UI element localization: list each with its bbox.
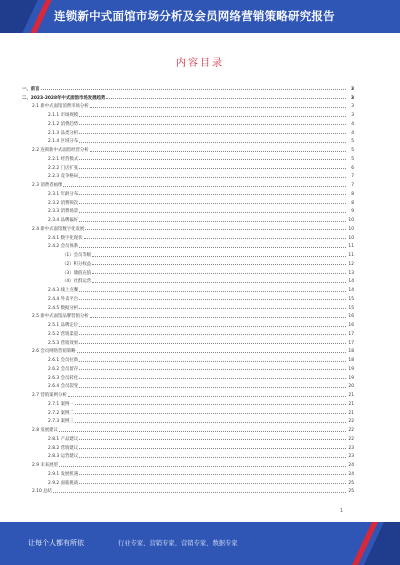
toc-leader-dots [79,247,346,248]
footer-tagline: 行业专家、营销专家、营销专家、数据专家 [118,540,238,547]
toc-entry[interactable] [22,319,354,328]
toc-entry-page: 13 [348,270,354,276]
toc-entry-label: 2.6.1 会员拉新 [48,358,79,363]
toc-entry[interactable] [22,276,354,285]
footer-slogan: 让每个人都有所依 [28,539,84,547]
toc-entry-page: 17 [348,340,354,346]
toc-entry[interactable] [22,337,354,346]
toc-entry-label: 2.10 总结 [32,489,52,495]
toc-entry-page: 22 [348,436,354,442]
toc-entry-page: 25 [348,489,354,495]
toc-leader-dots [79,439,346,440]
toc-leader-dots [75,422,346,423]
toc-entry-label: （4）社群运营 [62,279,92,285]
toc-entry-label: 2.4.2 会员体系 [48,244,79,250]
toc-leader-dots [59,466,346,467]
toc-leader-dots [63,186,346,187]
toc-leader-dots [79,483,346,484]
toc-entry-page: 14 [348,288,354,293]
toc-entry[interactable] [22,416,354,425]
toc-entry-page: 18 [348,358,354,363]
toc-entry-page: 3 [351,113,354,118]
toc-leader-dots [92,264,346,265]
toc-entry-label: 2.8.3 运营建议 [48,454,79,460]
toc-entry-page: 5 [351,139,354,145]
toc-entry[interactable] [22,206,354,215]
toc-entry-page: 16 [348,314,354,320]
toc-leader-dots [79,194,346,195]
toc-entry[interactable] [22,363,354,372]
toc-entry-label: 2.5.1 品牌定位 [48,323,79,328]
toc-entry[interactable] [22,381,354,390]
toc-entry-page: 15 [348,305,354,311]
toc-leader-dots [75,413,346,414]
toc-entry-page: 8 [351,191,354,197]
toc-entry-page: 5 [351,148,354,153]
toc-leader-dots [53,492,346,493]
toc-entry[interactable] [22,188,354,197]
toc-leader-dots [79,159,346,160]
toc-entry[interactable] [22,354,354,363]
toc-leader-dots [79,334,346,335]
toc-entry[interactable] [22,118,354,127]
toc-entry-label: 2.3.4 品牌偏好 [48,218,79,223]
toc-entry-page: 9 [351,209,354,215]
toc-leader-dots [79,361,346,362]
toc-entry[interactable] [22,433,354,442]
toc-entry[interactable] [22,83,354,92]
toc-entry-page: 10 [348,218,354,223]
toc-leader-dots [106,98,346,99]
toc-entry-page: 10 [348,235,354,241]
toc-entry-page: 3 [351,104,354,110]
toc-entry-page: 19 [348,366,354,372]
toc-leader-dots [92,282,346,283]
toc-leader-dots [77,352,346,353]
toc-leader-dots [79,142,346,143]
toc-heading: 内容目录 [176,58,224,69]
toc-entry-page: 21 [348,410,354,416]
toc-entry-page: 18 [348,349,354,355]
toc-entry-page: 8 [351,200,354,206]
toc-entry-page: 4 [351,130,354,136]
toc-entry-label: 2.4.1 数字化现状 [48,235,83,241]
toc-entry[interactable] [22,241,354,250]
report-title: 连锁新中式面馆市场分析及会员网络营销策略研究报告 [54,9,335,23]
toc-entry[interactable] [22,328,354,337]
toc-entry-label: 2.2 连锁新中式面馆经营分析 [32,148,89,153]
toc-entry-label: 2.5 新中式面馆品牌营销分析 [32,314,89,320]
toc-entry[interactable] [22,127,354,136]
toc-entry-label: 2.2.2 门店扩张 [48,165,79,171]
toc-entry-label: 2.4.5 数据分析 [48,305,79,311]
toc-entry-label: 2.6 会员网络营销策略 [32,349,76,355]
toc-entry[interactable] [22,232,354,241]
toc-leader-dots [79,326,346,327]
toc-entry-page: 11 [348,253,354,258]
toc-entry-page: 20 [348,384,354,390]
toc-entry-label: 2.1 新中式面馆消费市场分析 [32,104,89,110]
toc-leader-dots [79,308,346,309]
toc-leader-dots [79,221,346,222]
toc-leader-dots [79,212,346,213]
toc-entry-page: 6 [351,165,354,171]
toc-entry-label: （1）会员等级 [62,253,92,258]
toc-entry[interactable] [22,153,354,162]
toc-entry[interactable] [22,311,354,320]
toc-entry[interactable] [22,302,354,311]
toc-entry-label: 2.3.3 消费场景 [48,209,79,215]
toc-entry-label: 2.3.2 消费频次 [48,200,79,206]
toc-entry[interactable] [22,293,354,302]
toc-leader-dots [92,256,346,257]
toc-leader-dots [90,151,346,152]
toc-leader-dots [79,116,346,117]
toc-entry-label: 2.1.1 市场规模 [48,113,79,118]
toc-entry-label: 2.4.4 外卖平台 [48,296,79,302]
toc-entry[interactable] [22,136,354,145]
toc-entry[interactable] [22,101,354,110]
toc-entry-label: 2.3 消费者画像 [32,183,63,188]
toc-entry-page: 17 [348,331,354,337]
toc-leader-dots [79,177,346,178]
toc-entry-label: 2.7.1 案例一 [48,401,74,407]
toc-entry-label: 2.1.4 区域分布 [48,139,79,145]
toc-entry-page: 15 [348,296,354,302]
toc-entry-label: 2.8 发展建议 [32,428,58,433]
toc-entry[interactable] [22,451,354,460]
toc-entry-label: 2.6.3 会员转化 [48,375,79,381]
toc-entry-label: 2.2.1 经营模式 [48,156,79,162]
toc-leader-dots [79,387,346,388]
toc-leader-dots [79,291,346,292]
toc-entry-label: 2.5.2 营销渠道 [48,331,79,337]
toc-leader-dots [85,229,346,230]
toc-leader-dots [41,89,346,90]
toc-entry-label: 2.9.1 发展机遇 [48,471,79,477]
toc-entry[interactable] [22,459,354,468]
toc-entry-label: 2.7.3 案例三 [48,419,74,425]
toc-entry-page: 22 [348,419,354,425]
toc-entry-page: 4 [351,121,354,127]
toc-entry-label: 2.5.3 营销效果 [48,340,79,346]
toc-entry-page: 19 [348,375,354,381]
toc-leader-dots [59,431,346,432]
toc-entry[interactable] [22,486,354,495]
toc-entry-page: 14 [348,279,354,285]
toc-leader-dots [84,238,346,239]
toc-entry[interactable] [22,109,354,118]
toc-entry-label: （3）储值充值 [62,270,92,276]
toc-leader-dots [79,457,346,458]
toc-entry[interactable] [22,284,354,293]
header-banner [0,0,400,33]
page-number: 1 [340,508,344,514]
toc-entry[interactable] [22,179,354,188]
toc-entry-label: 2.6.2 会员留存 [48,366,79,372]
toc-entry-label: 2.9.2 面临挑战 [48,480,79,486]
toc-leader-dots [90,317,346,318]
toc-entry-label: 2.4 新中式面馆数字化发展 [32,226,85,232]
toc-entry-label: 2.2.3 竞争格局 [48,174,79,180]
toc-leader-dots [79,369,346,370]
toc-entry[interactable] [22,92,354,101]
toc-entry-label: 2.4.3 线上点餐 [48,288,79,293]
toc-entry[interactable] [22,258,354,267]
toc-entry[interactable] [22,144,354,153]
toc-leader-dots [79,378,346,379]
toc-entry[interactable] [22,398,354,407]
toc-entry-label: 2.3.1 年龄分布 [48,191,79,197]
toc-leader-dots [79,299,346,300]
toc-entry[interactable] [22,477,354,486]
toc-entry-label: （2）积分权益 [62,261,92,267]
toc-entry-page: 5 [351,156,354,162]
toc-entry-page: 24 [348,463,354,468]
toc-leader-dots [79,124,346,125]
toc-entry-page: 23 [348,454,354,460]
toc-entry[interactable] [22,162,354,171]
toc-entry[interactable] [22,389,354,398]
toc-entry[interactable] [22,468,354,477]
toc-leader-dots [79,168,346,169]
toc-entry-page: 21 [348,401,354,407]
toc-leader-dots [79,133,346,134]
toc-entry[interactable] [22,346,354,355]
toc-entry-page: 11 [348,244,354,250]
toc-entry[interactable] [22,223,354,232]
toc-leader-dots [79,343,346,344]
toc-entry-label: 2.8.2 营销建议 [48,445,79,451]
toc-leader-dots [68,396,346,397]
toc-entry-page: 16 [348,323,354,328]
toc-entry-label: 一、前言 [22,86,40,92]
toc-entry[interactable] [22,407,354,416]
toc-entry[interactable] [22,442,354,451]
toc-entry-label: 2.7.2 案例二 [48,410,74,416]
toc-entry-page: 3 [350,86,354,92]
toc-entry-page: 7 [351,174,354,180]
toc-leader-dots [79,474,346,475]
toc-leader-dots [79,448,346,449]
toc-entry-page: 23 [348,445,354,451]
toc-entry[interactable] [22,424,354,433]
toc-entry-page: 12 [348,261,354,267]
toc-entry-page: 24 [348,471,354,477]
toc-entry-label: 2.9 未来展望 [32,463,58,468]
toc-entry[interactable] [22,372,354,381]
toc-entry-label: 2.1.3 品类分析 [48,130,79,136]
toc-entry-page: 22 [348,428,354,433]
toc-leader-dots [75,404,346,405]
toc-entry-page: 7 [351,183,354,188]
toc-entry-page: 10 [348,226,354,232]
toc-leader-dots [92,273,346,274]
toc-entry[interactable] [22,214,354,223]
toc-entry[interactable] [22,197,354,206]
toc-entry[interactable] [22,171,354,180]
toc-entry-label: 2.1.2 消费趋势 [48,121,79,127]
toc-entry-label: 2.7 营销案例分析 [32,393,67,398]
toc-leader-dots [90,107,346,108]
toc-leader-dots [79,203,346,204]
toc-entry-label: 二、2023-2028年中式面馆市场发展趋势 [22,95,106,101]
toc-entry-page: 21 [348,393,354,398]
toc-entry-page: 3 [350,95,354,101]
toc-entry-label: 2.8.1 产品建议 [48,436,79,442]
toc-entry-label: 2.6.4 会员裂变 [48,384,79,390]
table-of-contents [22,83,354,494]
toc-entry-page: 25 [348,480,354,486]
toc-entry[interactable] [22,249,354,258]
footer-banner [0,522,400,565]
toc-entry[interactable] [22,267,354,276]
